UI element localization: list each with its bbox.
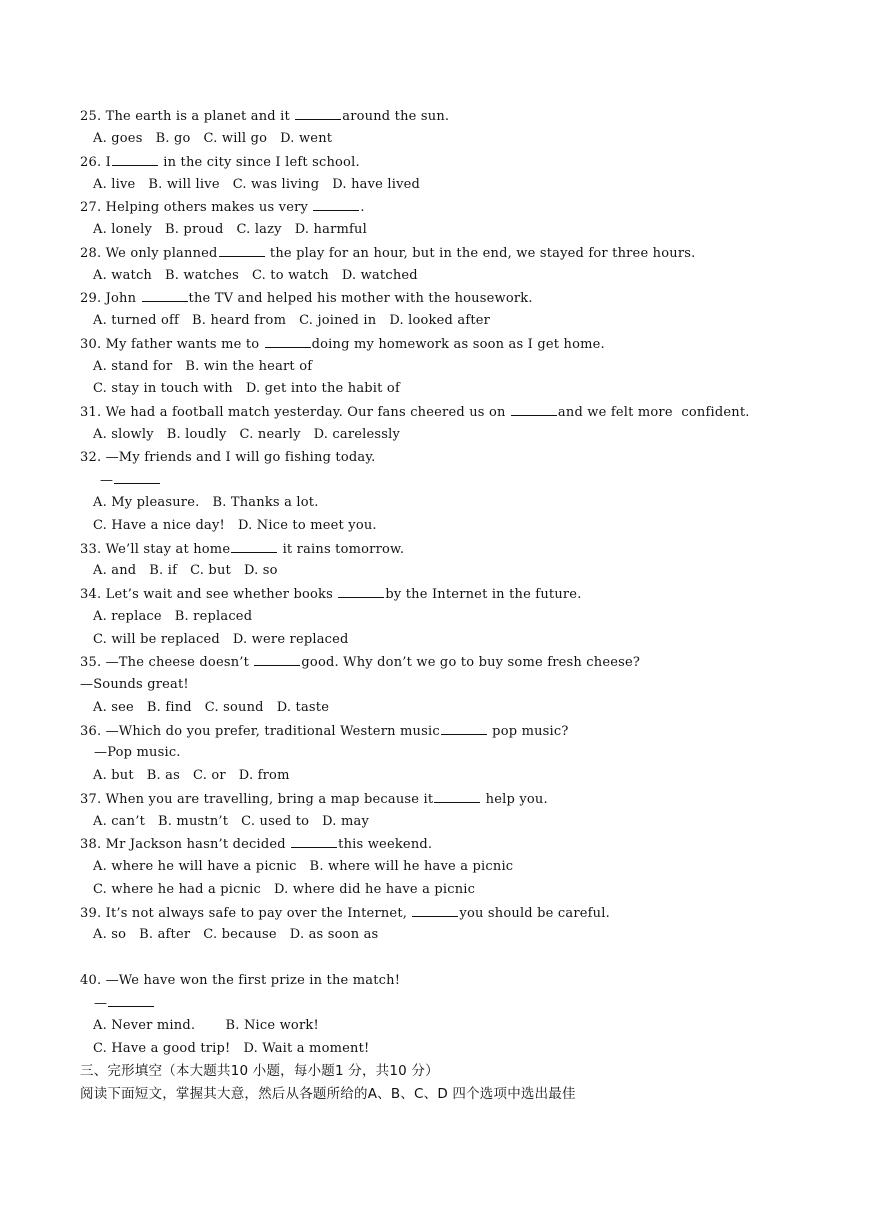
question-40-stem: 40. —We have won the first prize in the match! [80,973,401,988]
question-33-options: A. and B. if C. but D. so [93,563,278,578]
question-38-stem: 38. Mr Jackson hasn’t decided this weekend. [80,833,432,855]
answer-blank [338,583,384,598]
question-34-stem: 34. Let’s wait and see whether books by the Internet in the future. [80,583,582,605]
question-25-stem: 25. The earth is a planet and it around the sun. [80,105,449,127]
question-38-options-row1: A. where he will have a picnic B. where will he have a picnic [93,859,514,874]
question-36-reply: —Pop music. [94,745,181,760]
question-40-options-row2: C. Have a good trip! D. Wait a moment! [93,1041,370,1056]
question-31-stem: 31. We had a football match yesterday. Our fans cheered us on and we felt more confident. [80,401,750,423]
question-31-options: A. slowly B. loudly C. nearly D. carelessly [93,427,401,442]
question-33-stem: 33. We’ll stay at home it rains tomorrow. [80,538,404,560]
question-30-options-row1: A. stand for B. win the heart of [93,359,313,374]
question-32-options-row2: C. Have a nice day! D. Nice to meet you. [93,518,377,533]
question-40-options-row1: A. Never mind. B. Nice work! [93,1018,319,1033]
question-34-options-row1: A. replace B. replaced [93,609,253,624]
question-36-stem: 36. —Which do you prefer, traditional Western music pop music? [80,720,569,742]
question-27-stem: 27. Helping others makes us very . [80,196,365,218]
question-37-options: A. can’t B. mustn’t C. used to D. may [93,814,369,829]
answer-blank [434,788,480,803]
answer-blank [112,151,158,166]
question-35-options: A. see B. find C. sound D. taste [93,700,330,715]
answer-blank [295,105,341,120]
question-32-stem: 32. —My friends and I will go fishing today. [80,450,376,465]
question-39-stem: 39. It’s not always safe to pay over the Internet, you should be careful. [80,902,610,924]
answer-blank [412,902,458,917]
question-28-options: A. watch B. watches C. to watch D. watched [93,268,418,283]
answer-blank [231,538,277,553]
question-36-options: A. but B. as C. or D. from [93,768,290,783]
answer-blank [265,333,311,348]
question-35-stem: 35. —The cheese doesn’t good. Why don’t we go to buy some fresh cheese? [80,651,640,673]
question-29-stem: 29. John the TV and helped his mother with the housework. [80,287,533,309]
answer-blank [254,651,300,666]
question-32-reply: — [100,469,161,491]
answer-blank [219,242,265,257]
question-26-stem: 26. I in the city since I left school. [80,151,360,173]
section-heading: 三、完形填空（本大题共10 小题，每小题1 分，共10 分） [80,1063,439,1079]
question-28-stem: 28. We only planned the play for an hour, but in the end, we stayed for three hours. [80,242,695,264]
question-30-stem: 30. My father wants me to doing my homework as soon as I get home. [80,333,605,355]
question-35-reply: —Sounds great! [80,677,189,692]
answer-blank [313,196,359,211]
question-37-stem: 37. When you are travelling, bring a map because it help you. [80,788,548,810]
question-39-options: A. so B. after C. because D. as soon as [93,927,379,942]
section-instruction: 阅读下面短文，掌握其大意，然后从各题所给的A、B、C、D 四个选项中选出最佳 [80,1086,576,1102]
question-34-options-row2: C. will be replaced D. were replaced [93,632,349,647]
question-26-options: A. live B. will live C. was living D. have lived [93,177,421,192]
answer-blank [142,287,188,302]
answer-blank [114,469,160,484]
question-30-options-row2: C. stay in touch with D. get into the habit of [93,381,400,396]
question-40-reply: — [94,992,155,1014]
answer-blank [441,720,487,735]
answer-blank [511,401,557,416]
question-27-options: A. lonely B. proud C. lazy D. harmful [93,222,367,237]
question-32-options-row1: A. My pleasure. B. Thanks a lot. [93,495,319,510]
question-38-options-row2: C. where he had a picnic D. where did he have a picnic [93,882,476,897]
answer-blank [108,992,154,1007]
question-29-options: A. turned off B. heard from C. joined in D. looked after [93,313,491,328]
question-25-options: A. goes B. go C. will go D. went [93,131,333,146]
answer-blank [291,833,337,848]
